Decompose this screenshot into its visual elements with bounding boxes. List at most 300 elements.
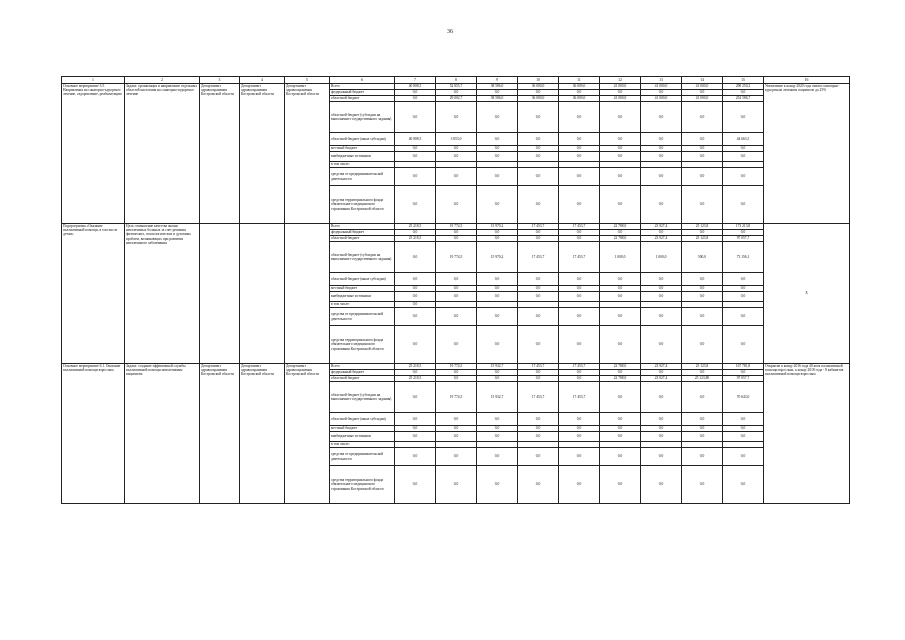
amount-cell: 0,0 [723, 186, 764, 224]
amount-cell: 0,0 [559, 376, 600, 382]
amount-cell: 0,0 [682, 426, 723, 432]
amount-cell: 0,0 [682, 326, 723, 364]
amount-cell: 0,0 [477, 146, 518, 152]
amount-cell: 0,0 [518, 286, 559, 292]
amount-cell: 0,0 [477, 308, 518, 326]
funding-source-cell: средства территориального фонда обязательного медицинского страхования Костромской области [330, 186, 395, 224]
amount-cell: 23 927,4 [641, 236, 682, 242]
amount-cell: 0,0 [682, 432, 723, 442]
column-number: 3 [200, 77, 240, 84]
amount-cell: 17 453,7 [559, 224, 600, 230]
amount-cell: 41 000,0 [682, 84, 723, 90]
amount-cell: 0,0 [559, 146, 600, 152]
amount-cell: 36 000,0 [559, 96, 600, 102]
amount-cell: 0,0 [518, 426, 559, 432]
amount-cell: 0,0 [682, 133, 723, 146]
funding-source-cell: внебюджетные источники [330, 292, 395, 302]
funding-source-cell: внебюджетные источники [330, 432, 395, 442]
amount-cell: 0,0 [518, 236, 559, 242]
amount-cell: 0,0 [682, 370, 723, 376]
funding-source-cell: федеральный бюджет [330, 90, 395, 96]
amount-cell: 0,0 [436, 90, 477, 96]
amount-cell: 36 000,0 [518, 96, 559, 102]
amount-cell: 15 970,2 [477, 224, 518, 230]
amount-cell: 0,0 [477, 168, 518, 186]
amount-cell: 0,0 [395, 426, 436, 432]
funding-source-cell: федеральный бюджет [330, 230, 395, 236]
amount-cell: 0,0 [682, 168, 723, 186]
amount-cell: 0,0 [641, 326, 682, 364]
amount-cell: 0,0 [477, 326, 518, 364]
amount-cell: 0,0 [682, 230, 723, 236]
amount-cell: 17 453,7 [559, 242, 600, 273]
amount-cell: 500,0 [682, 242, 723, 273]
amount-cell: 0,0 [641, 286, 682, 292]
amount-cell: 0,0 [518, 448, 559, 466]
amount-cell: 0,0 [477, 90, 518, 96]
amount-cell: 17 453,7 [559, 364, 600, 370]
amount-cell: 0,0 [559, 90, 600, 96]
amount-cell: 15 932,7 [477, 382, 518, 413]
amount-cell: 0,0 [518, 146, 559, 152]
amount-cell: 0,0 [682, 448, 723, 466]
amount-cell: 0,0 [436, 146, 477, 152]
amount-cell: 0,0 [723, 370, 764, 376]
funding-source-cell: местный бюджет [330, 286, 395, 292]
amount-cell: 0,0 [518, 133, 559, 146]
amount-cell: 0,0 [477, 133, 518, 146]
amount-cell: 0,0 [395, 413, 436, 426]
funding-source-cell: в том числе: [330, 162, 395, 168]
amount-cell: 0,0 [600, 152, 641, 162]
amount-cell: 0,0 [600, 426, 641, 432]
amount-cell: 0,0 [559, 432, 600, 442]
amount-cell: 3 853,0 [436, 133, 477, 146]
expected-result-cell: Х [764, 224, 850, 364]
funding-source-cell: областной бюджет [330, 236, 395, 242]
amount-cell: 0,0 [395, 242, 436, 273]
amount-cell: 0,0 [395, 186, 436, 224]
amount-cell: 0,0 [477, 426, 518, 432]
amount-cell: 0,0 [559, 370, 600, 376]
amount-cell: 298 250,2 [723, 84, 764, 90]
amount-cell: 0,0 [559, 326, 600, 364]
amount-cell: 0,0 [559, 292, 600, 302]
amount-cell: 0,0 [682, 186, 723, 224]
amount-cell: 0,0 [723, 432, 764, 442]
amount-cell: 0,0 [518, 102, 559, 133]
amount-cell: 0,0 [600, 133, 641, 146]
item-name-cell: Основное мероприятие 3.5. Направления на санаторно-курортное лечение, оздоровление, реабилитацию [62, 84, 125, 224]
amount-cell: 0,0 [559, 230, 600, 236]
amount-cell: 0,0 [477, 376, 518, 382]
amount-cell: 0,0 [518, 432, 559, 442]
amount-cell: 22 788,0 [600, 224, 641, 230]
amount-cell: 0,0 [641, 230, 682, 236]
amount-cell: 0,0 [723, 308, 764, 326]
amount-cell: 0,0 [559, 426, 600, 432]
amount-cell: 0,0 [518, 168, 559, 186]
amount-cell: 0,0 [641, 308, 682, 326]
funding-source-cell: областной бюджет (субсидии на выполнение государственного задания) [330, 242, 395, 273]
amount-cell: 0,0 [518, 90, 559, 96]
column-number: 11 [559, 77, 600, 84]
amount-cell: 41 000,0 [600, 96, 641, 102]
amount-cell: 41 000,0 [641, 96, 682, 102]
amount-cell: 0,0 [723, 292, 764, 302]
participant-cell: Департамент здравоохранения Костромской области [285, 84, 330, 224]
amount-cell: 0,0 [395, 146, 436, 152]
amount-cell: 17 453,7 [518, 224, 559, 230]
amount-cell: 25 218,5 [395, 224, 436, 230]
amount-cell: 19 774,5 [436, 382, 477, 413]
amount-cell: 0,0 [682, 286, 723, 292]
amount-cell: 22 788,0 [600, 236, 641, 242]
amount-cell: 19 774,5 [436, 242, 477, 273]
amount-cell: 1 000,0 [600, 242, 641, 273]
amount-cell: 0,0 [395, 96, 436, 102]
amount-cell: 0,0 [436, 326, 477, 364]
amount-cell: 17 453,7 [518, 382, 559, 413]
amount-cell: 0,0 [395, 102, 436, 133]
amount-cell: 41 000,0 [641, 84, 682, 90]
amount-cell: 0,0 [682, 273, 723, 286]
amount-cell: 0,0 [723, 326, 764, 364]
amount-cell: 0,0 [723, 168, 764, 186]
amount-cell: 0,0 [395, 370, 436, 376]
amount-cell: 19 774,5 [436, 224, 477, 230]
amount-cell: 0,0 [600, 466, 641, 504]
amount-cell: 0,0 [723, 152, 764, 162]
amount-cell: 17 453,7 [518, 242, 559, 273]
amount-cell: 0,0 [559, 273, 600, 286]
column-number: 6 [330, 77, 395, 84]
funding-source-cell: Всего [330, 84, 395, 90]
amount-cell: 0,0 [682, 382, 723, 413]
amount-cell: 0,0 [395, 292, 436, 302]
amount-cell: 23 927,4 [641, 224, 682, 230]
column-number: 13 [641, 77, 682, 84]
page-number: 36 [447, 29, 453, 35]
amount-cell: 0,0 [477, 230, 518, 236]
amount-cell: 0,0 [436, 273, 477, 286]
amount-cell: 0,0 [600, 146, 641, 152]
amount-cell: 0,0 [436, 168, 477, 186]
amount-cell: 0,0 [559, 413, 600, 426]
amount-cell: 17 453,7 [559, 382, 600, 413]
amount-cell: 0,0 [395, 308, 436, 326]
amount-cell: 0,0 [600, 432, 641, 442]
amount-cell: 0,0 [600, 413, 641, 426]
funding-source-cell: средства территориального фонда обязательного медицинского страхования Костромской области [330, 326, 395, 364]
amount-cell: 25 218,5 [395, 236, 436, 242]
amount-cell: 0,0 [682, 102, 723, 133]
column-number: 2 [125, 77, 200, 84]
amount-cell: 0,0 [600, 230, 641, 236]
budget-table [61, 76, 850, 504]
amount-cell: 0,0 [395, 466, 436, 504]
funding-source-cell: в том числе: [330, 302, 395, 308]
amount-cell: 0,0 [641, 370, 682, 376]
amount-cell: 0,0 [436, 230, 477, 236]
amount-cell: 0,0 [477, 413, 518, 426]
amount-cell: 52 855,7 [436, 84, 477, 90]
funding-source-cell: областной бюджет (иные субсидии) [330, 273, 395, 286]
amount-cell: 0,0 [559, 448, 600, 466]
amount-cell: 0,0 [723, 426, 764, 432]
amount-cell: 0,0 [395, 273, 436, 286]
amount-cell: 25 123,8 [682, 364, 723, 370]
amount-cell: 0,0 [600, 102, 641, 133]
column-number: 16 [764, 77, 850, 84]
amount-cell: 0,0 [436, 292, 477, 302]
amount-cell: 0,0 [436, 370, 477, 376]
amount-cell: 0,0 [682, 413, 723, 426]
responsible-executor-cell [200, 224, 240, 364]
amount-cell: 0,0 [559, 236, 600, 242]
amount-cell: 0,0 [641, 426, 682, 432]
amount-cell: 0,0 [518, 292, 559, 302]
amount-cell: 0,0 [559, 186, 600, 224]
funding-source-cell: федеральный бюджет [330, 370, 395, 376]
task-cell: Цель: повышение качества жизни неизлечимых больных за счет решения физических, психологических и духовных проблем, возникающих при развитии неизлечимого заболевания [125, 224, 200, 364]
amount-cell: 0,0 [682, 292, 723, 302]
amount-cell: 0,0 [559, 152, 600, 162]
column-number: 5 [285, 77, 330, 84]
budget-table-sheet [61, 76, 849, 570]
amount-cell: 0,0 [641, 292, 682, 302]
amount-cell: 0,0 [395, 326, 436, 364]
amount-cell: 22 788,0 [600, 364, 641, 370]
amount-cell: 25 123,8 [682, 224, 723, 230]
amount-cell: 0,0 [477, 152, 518, 162]
amount-cell: 0,0 [641, 146, 682, 152]
column-number-row [62, 77, 850, 84]
amount-cell: 0,0 [559, 102, 600, 133]
amount-cell: 0,0 [518, 273, 559, 286]
amount-cell: 40 808,5 [395, 84, 436, 90]
amount-cell: 167 781,8 [723, 364, 764, 370]
amount-cell: 0,0 [477, 432, 518, 442]
amount-cell: 0,0 [395, 90, 436, 96]
responsible-executor-cell: Департамент здравоохранения Костромской области [200, 84, 240, 224]
column-number: 10 [518, 77, 559, 84]
funding-source-cell: Всего [330, 224, 395, 230]
amount-cell: 97 057,7 [723, 376, 764, 382]
participant-cell [285, 224, 330, 364]
column-number: 4 [240, 77, 285, 84]
column-number: 14 [682, 77, 723, 84]
amount-cell: 70 643,0 [723, 382, 764, 413]
amount-cell: 0,0 [723, 413, 764, 426]
amount-cell: 0,0 [723, 273, 764, 286]
amount-cell: 0,0 [395, 432, 436, 442]
amount-cell: 0,0 [518, 152, 559, 162]
funding-source-cell: местный бюджет [330, 426, 395, 432]
amount-cell: 17 453,7 [518, 364, 559, 370]
amount-cell: 0,0 [518, 376, 559, 382]
amount-cell: 0,0 [600, 286, 641, 292]
funding-source-cell: областной бюджет (иные субсидии) [330, 133, 395, 146]
amount-cell: 0,0 [641, 413, 682, 426]
amount-cell: 0,0 [559, 133, 600, 146]
amount-cell: 0,0 [559, 308, 600, 326]
amount-cell: 36 000,0 [518, 84, 559, 90]
coexecutor-cell [240, 224, 285, 364]
responsible-executor-cell: Департамент здравоохранения Костромской области [200, 364, 240, 504]
funding-source-cell: средства территориального фонда обязательного медицинского страхования Костромской области [330, 466, 395, 504]
amount-cell: 0,0 [600, 370, 641, 376]
amount-cell: 0,0 [641, 133, 682, 146]
amount-cell: 0,0 [600, 326, 641, 364]
amount-cell: 0,0 [436, 466, 477, 504]
column-number: 9 [477, 77, 518, 84]
amount-cell: 36 000,0 [559, 84, 600, 90]
amount-cell: 0,0 [641, 186, 682, 224]
amount-cell: 0,0 [518, 308, 559, 326]
column-number: 12 [600, 77, 641, 84]
funding-source-cell: в том числе: [330, 442, 395, 448]
amount-cell: 23 927,4 [641, 364, 682, 370]
funding-source-cell: областной бюджет (субсидии на выполнение государственного задания) [330, 102, 395, 133]
amount-cell: 0,0 [395, 230, 436, 236]
amount-cell: 0,0 [682, 466, 723, 504]
funding-source-cell: местный бюджет [330, 146, 395, 152]
amount-cell: 41 000,0 [600, 84, 641, 90]
amount-cell: 25 218,5 [395, 364, 436, 370]
amount-cell: 0,0 [436, 286, 477, 292]
column-number: 1 [62, 77, 125, 84]
amount-cell: 0,0 [395, 152, 436, 162]
amount-cell: 22 788,0 [600, 376, 641, 382]
amount-cell: 0,0 [395, 382, 436, 413]
funding-source-cell: средства от предпринимательской деятельности [330, 308, 395, 326]
item-name-cell: Основное мероприятие 6.1. Оказание паллиативной помощи взрослым [62, 364, 125, 504]
amount-cell: 0,0 [518, 230, 559, 236]
amount-cell: 23 927,4 [641, 376, 682, 382]
amount-cell: 0,0 [518, 413, 559, 426]
amount-cell: 0,0 [436, 448, 477, 466]
funding-source-cell: областной бюджет [330, 96, 395, 102]
amount-cell: 19 774,5 [436, 364, 477, 370]
amount-cell: 0,0 [600, 308, 641, 326]
amount-cell: 0,0 [641, 382, 682, 413]
amount-cell: 0,0 [477, 292, 518, 302]
amount-cell: 0,0 [682, 146, 723, 152]
amount-cell: 254 586,7 [723, 96, 764, 102]
amount-cell: 73 156,1 [723, 242, 764, 273]
amount-cell: 0,0 [723, 466, 764, 504]
amount-cell: 0,0 [641, 168, 682, 186]
amount-cell: 0,0 [477, 273, 518, 286]
amount-cell: 0,0 [723, 286, 764, 292]
amount-cell: 41 000,0 [682, 96, 723, 102]
amount-cell: 173 213,8 [723, 224, 764, 230]
amount-cell: 0,0 [723, 146, 764, 152]
amount-cell: 0,0 [477, 370, 518, 376]
amount-cell: 0,0 [641, 466, 682, 504]
amount-cell: 0,0 [641, 102, 682, 133]
funding-source-cell: внебюджетные источники [330, 152, 395, 162]
task-cell: Задача: создание эффективной службы паллиативной помощи неизлечимым пациентам [125, 364, 200, 504]
amount-cell: 0,0 [395, 168, 436, 186]
column-number: 15 [723, 77, 764, 84]
amount-cell: 0,0 [600, 448, 641, 466]
amount-cell: 0,0 [641, 448, 682, 466]
amount-cell: 0,0 [436, 426, 477, 432]
amount-cell: 25 123,80 [682, 376, 723, 382]
amount-cell: 0,0 [395, 302, 436, 308]
funding-source-cell: средства от предпринимательской деятельности [330, 168, 395, 186]
amount-cell: 0,0 [477, 102, 518, 133]
amount-cell: 0,0 [682, 152, 723, 162]
column-number: 7 [395, 77, 436, 84]
amount-cell: 0,0 [436, 152, 477, 162]
amount-cell: 15 970,2 [477, 242, 518, 273]
amount-cell: 0,0 [518, 186, 559, 224]
amount-cell: 0,0 [641, 273, 682, 286]
amount-cell: 0,0 [682, 308, 723, 326]
amount-cell: 0,0 [723, 102, 764, 133]
amount-cell: 0,0 [477, 186, 518, 224]
amount-cell: 0,0 [641, 152, 682, 162]
amount-cell: 29 002,7 [436, 96, 477, 102]
amount-cell: 0,0 [436, 186, 477, 224]
column-number: 8 [436, 77, 477, 84]
amount-cell: 25 123,8 [682, 236, 723, 242]
amount-cell: 38 586,0 [477, 84, 518, 90]
amount-cell: 97 057,7 [723, 236, 764, 242]
amount-cell: 0,0 [682, 90, 723, 96]
amount-cell: 0,0 [436, 308, 477, 326]
amount-cell: 44 663,5 [723, 133, 764, 146]
amount-cell: 38 586,0 [477, 96, 518, 102]
amount-cell: 0,0 [641, 90, 682, 96]
funding-source-cell: средства от предпринимательской деятельности [330, 448, 395, 466]
amount-cell: 25 218,5 [395, 376, 436, 382]
expected-result-cell: Открытие к концу 2016 года 40 коек паллиативной помощи взрослым, к концу 2018 года - 8 кабинетов паллиативной помощи взрослым [764, 364, 850, 504]
amount-cell: 0,0 [477, 448, 518, 466]
funding-source-cell: областной бюджет [330, 376, 395, 382]
amount-cell: 0,0 [600, 90, 641, 96]
amount-cell: 0,0 [723, 90, 764, 96]
amount-cell: 0,0 [600, 273, 641, 286]
task-cell: Задача: организация и направление отдельных областей населения на санаторно-курортное лечение [125, 84, 200, 224]
amount-cell: 0,0 [600, 292, 641, 302]
expected-result-cell: Увеличение к концу 2020 года охвата санаторно-курортным лечением пациентов до 25% [764, 84, 850, 224]
amount-cell: 0,0 [436, 102, 477, 133]
amount-cell: 0,0 [518, 326, 559, 364]
amount-cell: 0,0 [559, 286, 600, 292]
amount-cell: 0,0 [723, 230, 764, 236]
amount-cell: 0,0 [559, 168, 600, 186]
amount-cell: 0,0 [600, 186, 641, 224]
amount-cell: 0,0 [395, 448, 436, 466]
coexecutor-cell: Департамент здравоохранения Костромской области [240, 84, 285, 224]
amount-cell: 1 000,0 [641, 242, 682, 273]
funding-source-cell: областной бюджет (субсидии на выполнение государственного задания) [330, 382, 395, 413]
amount-cell: 0,0 [436, 432, 477, 442]
funding-source-cell: Всего [330, 364, 395, 370]
amount-cell: 0,0 [436, 413, 477, 426]
amount-cell: 0,0 [518, 466, 559, 504]
amount-cell: 0,0 [436, 236, 477, 242]
amount-cell: 0,0 [518, 370, 559, 376]
amount-cell: 40 808,5 [395, 133, 436, 146]
coexecutor-cell: Департамент здравоохранения Костромской области [240, 364, 285, 504]
participant-cell: Департамент здравоохранения Костромской области [285, 364, 330, 504]
amount-cell: 0,0 [723, 448, 764, 466]
